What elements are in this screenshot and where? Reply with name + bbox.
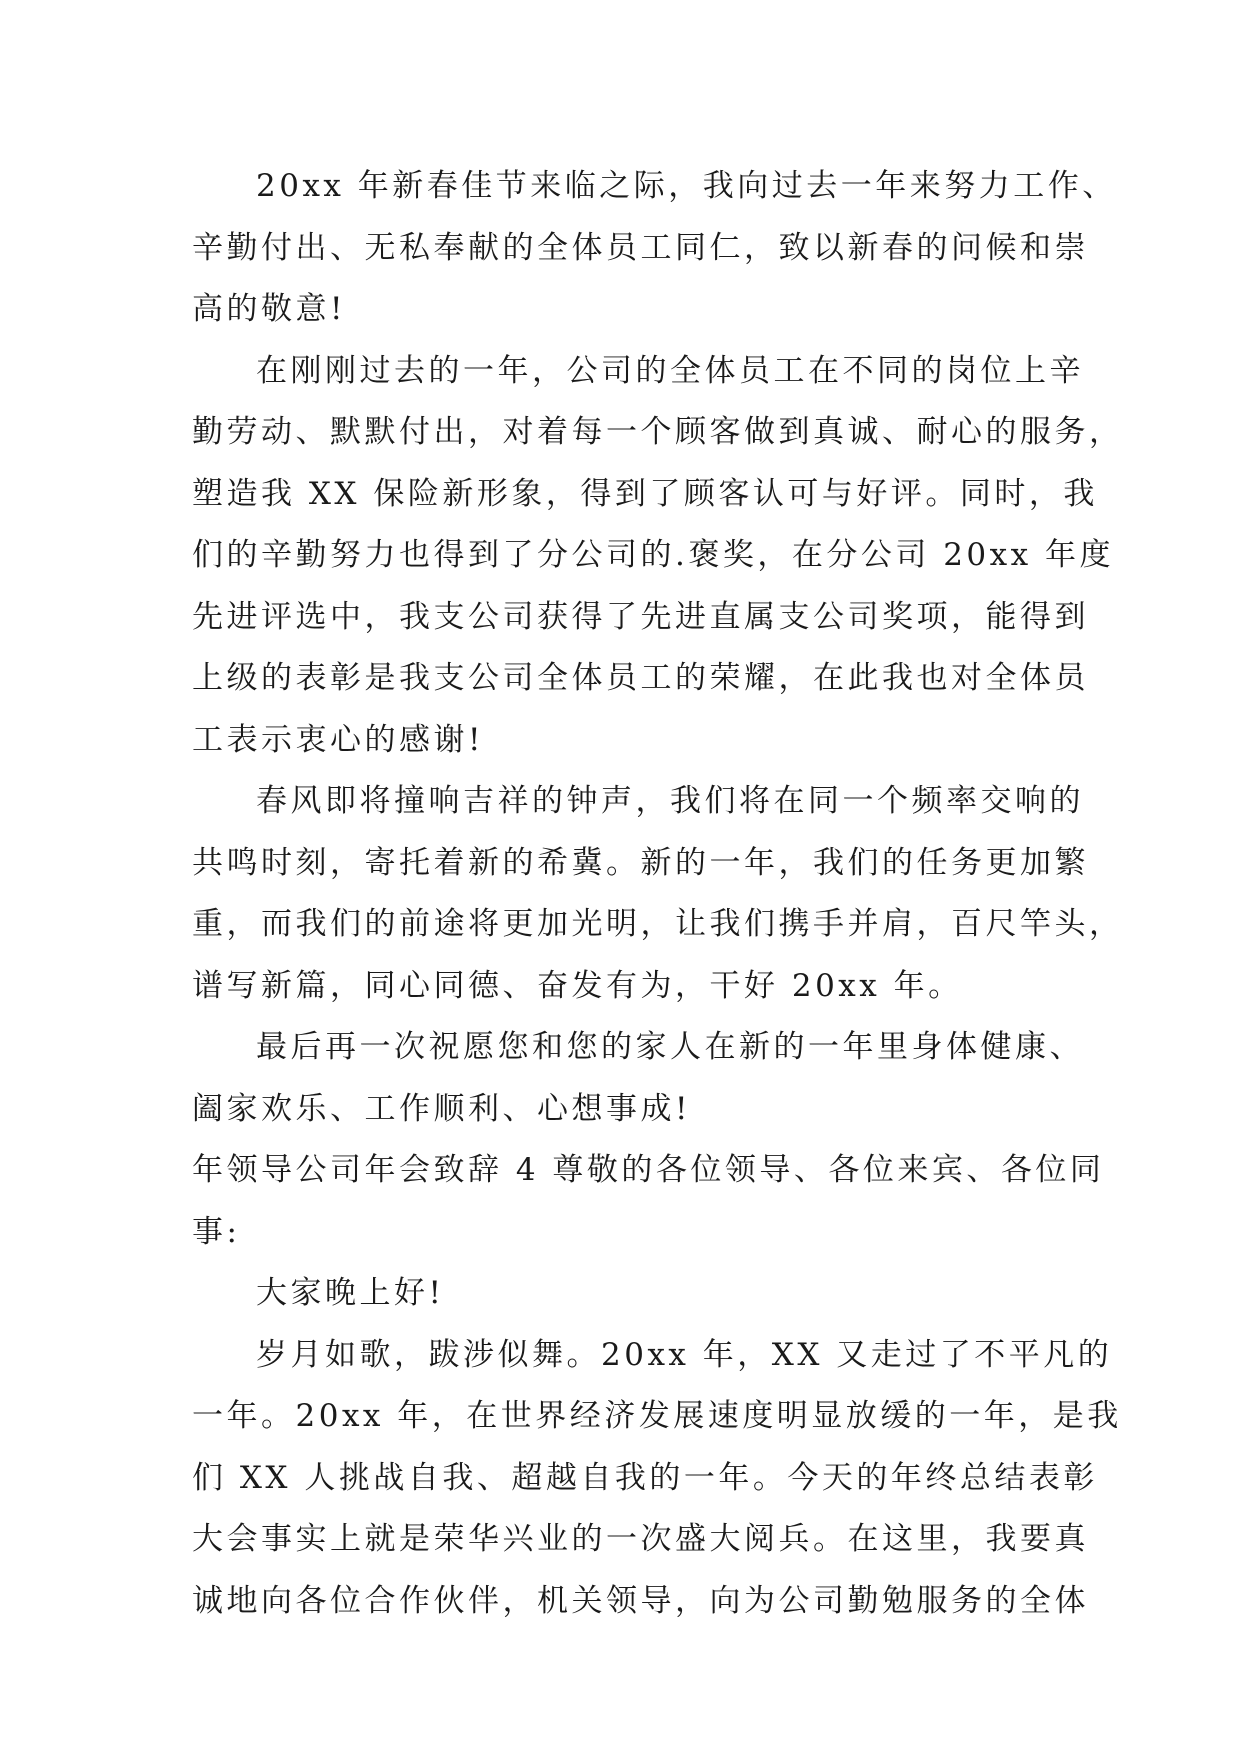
document-body xyxy=(192,156,1124,1632)
paragraph-years-like-song xyxy=(192,1325,1122,1633)
paragraph-speech-heading xyxy=(192,1140,1105,1263)
text-line: 年领导公司年会致辞 4 尊敬的各位领导、各位来宾、各位同 xyxy=(192,1152,1105,1188)
text-line: 工表示衷心的感谢! xyxy=(192,721,484,758)
paragraph-good-evening xyxy=(192,1263,1072,1325)
text-line: 事: xyxy=(192,1213,241,1250)
text-line: 春风即将撞响吉祥的钟声，我们将在同一个频率交响的 xyxy=(256,783,1084,819)
text-line: 上级的表彰是我支公司全体员工的荣耀，在此我也对全体员 xyxy=(192,660,1089,696)
text-line: 阖家欢乐、工作顺利、心想事成! xyxy=(192,1090,691,1127)
text-line: 先进评选中，我支公司获得了先进直属支公司奖项，能得到 xyxy=(192,598,1089,635)
text-line: 诚地向各位合作伙伴，机关领导，向为公司勤勉服务的全体 xyxy=(192,1582,1089,1619)
text-line: 20xx 年新春佳节来临之际，我向过去一年来努力工作、 xyxy=(256,168,1117,204)
text-line: 辛勤付出、无私奉献的全体员工同仁，致以新春的问候和崇 xyxy=(192,229,1089,266)
text-line: 塑造我 XX 保险新形象，得到了顾客认可与好评。同时，我 xyxy=(192,475,1098,512)
text-line: 们 XX 人挑战自我、超越自我的一年。今天的年终总结表彰 xyxy=(192,1459,1098,1496)
paragraph-new-year-greeting xyxy=(192,156,1117,341)
paragraph-spring-wind xyxy=(192,771,1124,1017)
paragraph-past-year xyxy=(192,341,1124,772)
paragraph-closing-wishes xyxy=(192,1017,1084,1140)
text-line: 大会事实上就是荣华兴业的一次盛大阅兵。在这里，我要真 xyxy=(192,1521,1089,1557)
text-line: 重，而我们的前途将更加光明，让我们携手并肩，百尺竿头， xyxy=(192,906,1124,942)
text-line: 一年。20xx 年，在世界经济发展速度明显放缓的一年，是我 xyxy=(192,1398,1122,1434)
text-line: 岁月如歌，跋涉似舞。20xx 年，XX 又走过了不平凡的 xyxy=(256,1336,1113,1373)
text-line: 大家晚上好! xyxy=(256,1275,445,1311)
text-line: 最后再一次祝愿您和您的家人在新的一年里身体健康、 xyxy=(256,1029,1084,1065)
text-line: 们的辛勤努力也得到了分公司的.褒奖，在分公司 20xx 年度 xyxy=(192,537,1114,573)
text-line: 共鸣时刻，寄托着新的希冀。新的一年，我们的任务更加繁 xyxy=(192,844,1089,881)
text-line: 高的敬意! xyxy=(192,291,346,327)
text-line: 在刚刚过去的一年，公司的全体员工在不同的岗位上辛 xyxy=(256,352,1084,389)
text-line: 勤劳动、默默付出，对着每一个顾客做到真诚、耐心的服务， xyxy=(192,414,1124,450)
text-line: 谱写新篇，同心同德、奋发有为，干好 20xx 年。 xyxy=(192,967,963,1004)
